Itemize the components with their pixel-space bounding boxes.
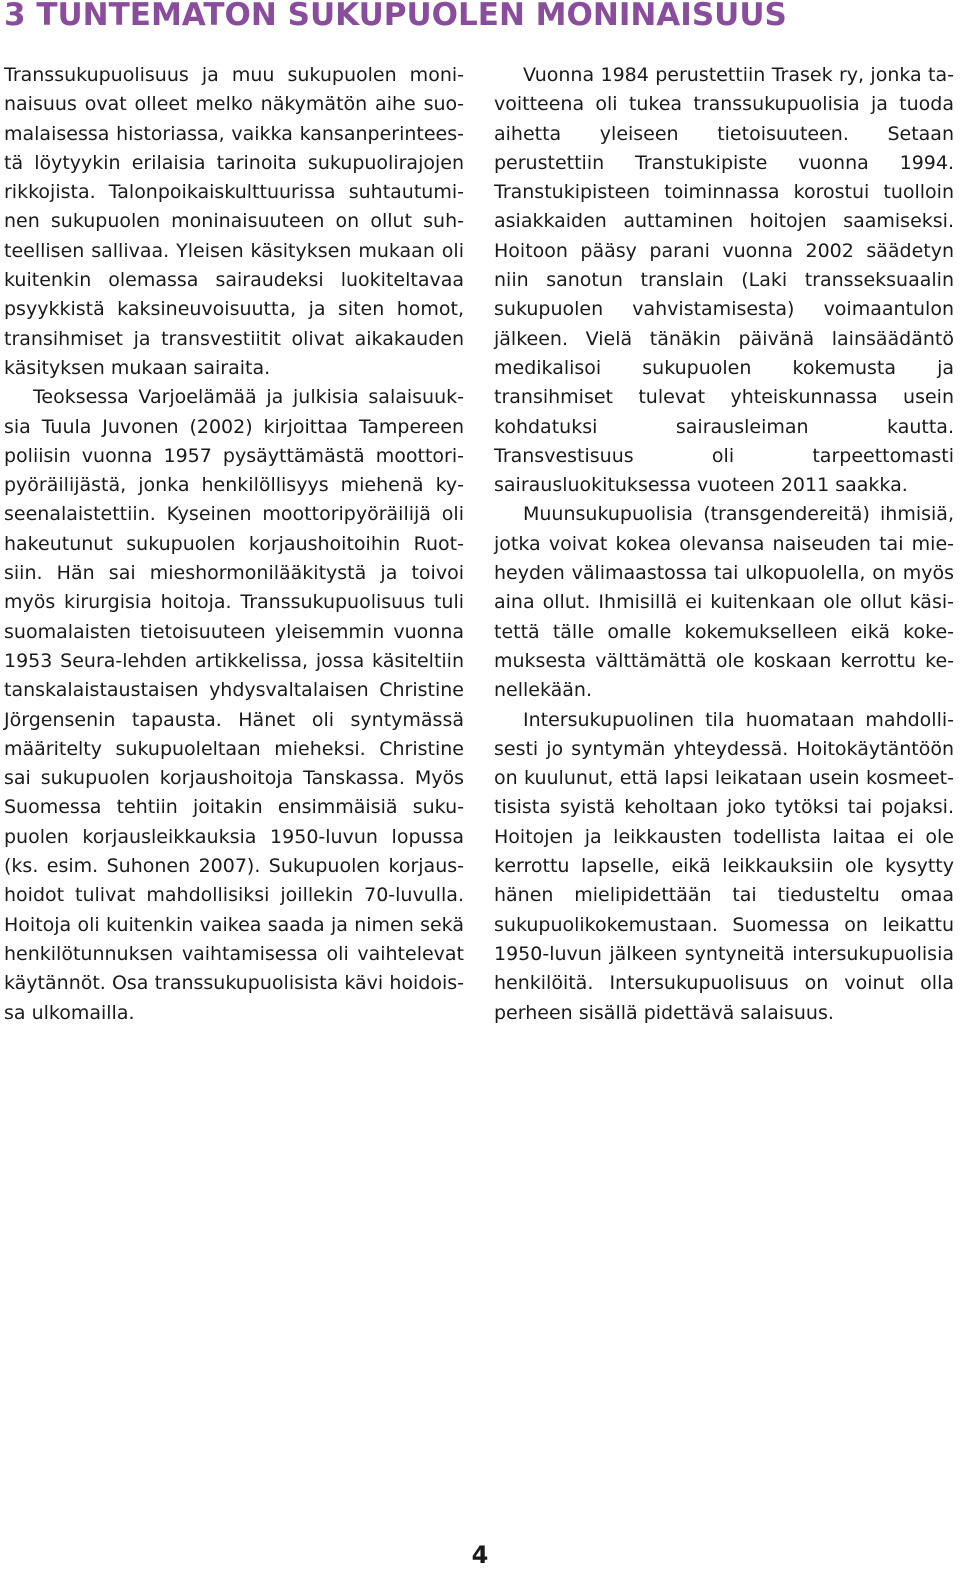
right-column — [494, 61, 954, 1028]
left-column — [4, 61, 464, 1028]
paragraph: Teoksessa Varjoelämää ja julkisia salaisuuksia Tuula Juvonen (2002) kirjoittaa Tampereen poliisin vuonna 1957 pysäyttämästä moottoripyöräilijästä, jonka henkilöllisyys miehenä kyseenalaistettiin. Kyseinen moottoripyöräilijä oli hakeutunut sukupuolen korjaushoitoihin Ruotsiin. Hän sai mieshormonilääkitystä ja toivoi myös kirurgisia hoitoja. Transsukupuolisuus tuli suomalaisten tietoisuuteen yleisemmin vuonna 1953 Seura-lehden artikkelissa, jossa käsiteltiin tanskalaistaustaisen yhdysvaltalaisen Christine Jörgensenin tapausta. Hänet oli syntymässä määritelty sukupuoleltaan mieheksi. Christine sai sukupuolen korjaushoitoja Tanskassa. Myös Suomessa tehtiin joitakin ensimmäisiä sukupuolen korjausleikkauksia 1950-luvun lopussa (ks. esim. Suhonen 2007). Sukupuolen korjaushoidot tulivat mahdollisiksi joillekin 70-luvulla. Hoitoja oli kuitenkin vaikea saada ja nimen sekä henkilötunnuksen vaihtamisessa oli vaihtelevat käytännöt. Osa transsukupuolisista kävi hoidoissa ulkomailla. — [4, 386, 464, 1024]
page-number: 4 — [471, 1541, 489, 1569]
paragraph: Intersukupuolinen tila huomataan mahdollisesti jo syntymän yhteydessä. Hoitokäytäntöön on kuulunut, että lapsi leikataan usein kosmeettisista syistä keholtaan joko tytöksi tai pojaksi. Hoitojen ja leikkausten todellista laitaa ei ole kerrottu lapselle, eikä leikkauksiin ole kysytty hänen mielipidettään tai tiedusteltu omaa sukupuolikokemustaan. Suomessa on leikattu 1950-luvun jälkeen syntyneitä intersukupuolisia henkilöitä. Intersukupuolisuus on voinut olla perheen sisällä pidettävä salaisuus. — [494, 708, 954, 1024]
paragraph: Muunsukupuolisia (transgendereitä) ihmisiä, jotka voivat kokea olevansa naiseuden tai mieheyden välimaastossa tai ulkopuolella, on myös aina ollut. Ihmisillä ei kuitenkaan ole ollut käsitettä tälle omalle kokemukselleen eikä kokemuksesta välttämättä ole koskaan kerrottu kenellekään. — [494, 503, 954, 702]
paragraph: Vuonna 1984 perustettiin Trasek ry, jonka tavoitteena oli tukea transsukupuolisia ja tuoda aihetta yleiseen tietoisuuteen. Setaan perustettiin Transtukipiste vuonna 1994. Transtukipisteen toiminnassa korostui tuolloin asiakkaiden auttaminen hoitojen saamiseksi. Hoitoon pääsy parani vuonna 2002 säädetyn niin sanotun translain (Laki transseksuaalin sukupuolen vahvistamisesta) voimaantulon jälkeen. Vielä tänäkin päivänä lainsäädäntö medikalisoi sukupuolen kokemusta ja transihmiset tulevat yhteiskunnassa usein kohdatuksi sairausleiman kautta. Transvestisuus oli tarpeettomasti sairausluokituksessa vuoteen 2011 saakka. — [494, 64, 954, 497]
paragraph: Transsukupuolisuus ja muu sukupuolen moninaisuus ovat olleet melko näkymätön aihe suomalaisessa historiassa, vaikka kansanperinteestä löytyykin erilaisia tarinoita sukupuolirajojen rikkojista. Talonpoikaiskulttuurissa suhtautuminen sukupuolen moninaisuuteen on ollut suhteellisen sallivaa. Yleisen käsityksen mukaan oli kuitenkin olemassa sairaudeksi luokiteltavaa psyykkistä kaksineuvoisuutta, ja siten homot, transihmiset ja transvestiitit olivat aikakauden käsityksen mukaan sairaita. — [4, 64, 464, 379]
page-title: 3 TUNTEMATON SUKUPUOLEN MONINAISUUS — [4, 0, 787, 33]
